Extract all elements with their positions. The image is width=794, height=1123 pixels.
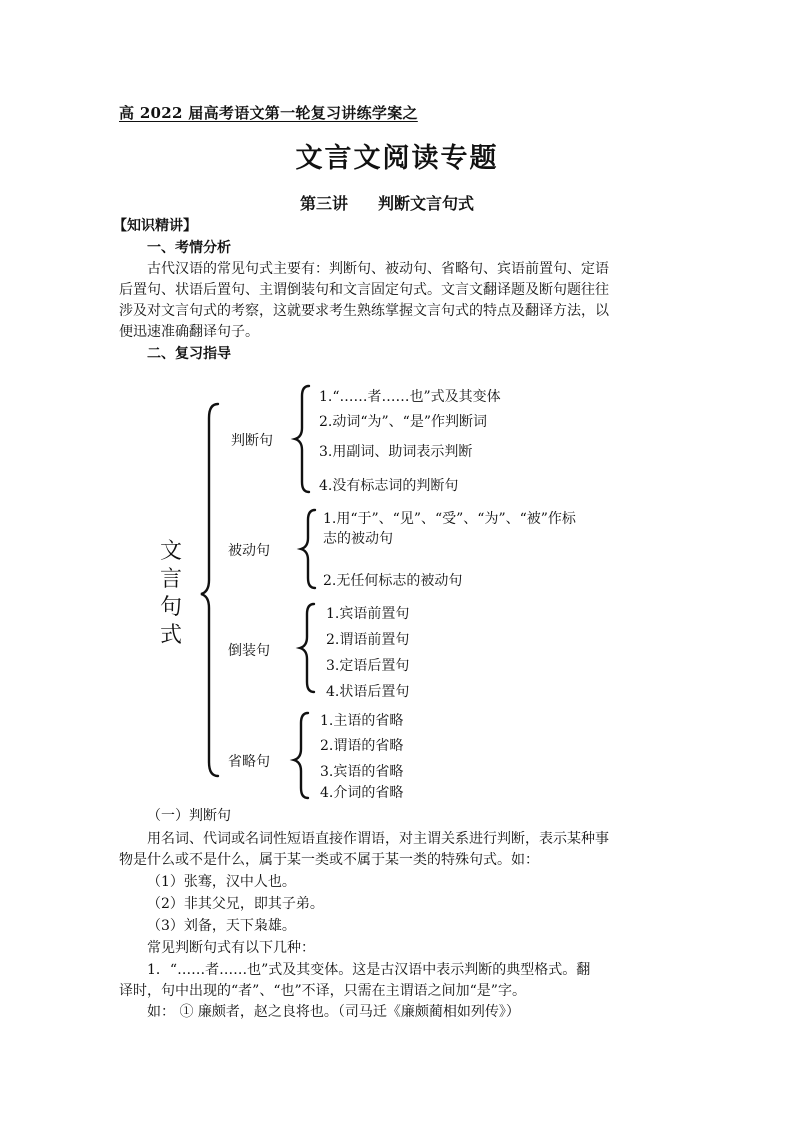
group-label-inverted: 倒装句: [228, 643, 270, 659]
diagram-root-char: 文: [160, 539, 183, 564]
diagram-item: 1.主语的省略: [320, 713, 404, 729]
group-brace: [301, 510, 315, 588]
diagram-item: 3.宾语的省略: [320, 764, 404, 780]
diagram-root-char: 式: [160, 623, 183, 648]
group-label-passive: 被动句: [228, 543, 270, 559]
example-line: （3）刘备，天下枭雄。: [147, 918, 296, 934]
analysis-line: 后置句、状语后置句、主谓倒装句和文言固定句式。文言文翻译题及断句题往往: [119, 282, 609, 298]
form-description: 1．“……者……也”式及其变体。这是古汉语中表示判断的典型格式。翻: [147, 962, 591, 978]
diagram-item: 4.介词的省略: [320, 785, 404, 801]
group-brace: [294, 713, 308, 798]
common-forms-intro: 常见判断句式有以下几种：: [147, 940, 315, 956]
root-brace: [201, 404, 218, 776]
diagram-item: 2.无任何标志的被动句: [323, 573, 463, 589]
series-title: 高 2022 届高考语文第一轮复习讲练学案之: [119, 104, 418, 122]
diagram-item: 志的被动句: [323, 531, 393, 547]
group-label-ellipsis: 省略句: [228, 754, 270, 770]
diagram-item: 2.谓语的省略: [320, 738, 404, 754]
example-line: （1）张骞，汉中人也。: [147, 874, 296, 890]
lecture-number: 第三讲: [300, 194, 349, 213]
group-brace: [295, 386, 309, 492]
lecture-title: 判断文言句式: [378, 194, 475, 213]
diagram-item: 1.用“于”、“见”、“受”、“为”、“被”作标: [323, 511, 576, 527]
section-heading-analysis: 一、考情分析: [147, 240, 231, 256]
analysis-line: 便迅速准确翻译句子。: [119, 324, 259, 340]
group-brace: [300, 604, 314, 692]
analysis-line: 涉及对文言句式的考察，这就要求考生熟练掌握文言句式的特点及翻译方法，以: [119, 303, 609, 319]
page-title: 文言文阅读专题: [295, 143, 499, 174]
form-description: 译时，句中出现的“者”、“也”不译，只需在主谓语之间加“是”字。: [119, 983, 526, 999]
knowledge-tag: 【知识精讲】: [113, 218, 197, 234]
diagram-item: 3.定语后置句: [326, 658, 410, 674]
example-line: （2）非其父兄，即其子弟。: [147, 896, 324, 912]
diagram-item: 4.状语后置句: [326, 684, 410, 700]
diagram-root-char: 言: [160, 567, 183, 592]
analysis-line: 古代汉语的常见句式主要有：判断句、被动句、省略句、宾语前置句、定语: [147, 261, 609, 277]
section-heading-guide: 二、复习指导: [147, 346, 231, 362]
diagram-item: 2.动词“为”、“是”作判断词: [319, 414, 487, 430]
definition-line: 用名词、代词或名词性短语直接作谓语，对主谓关系进行判断，表示某种事: [147, 831, 609, 847]
subsection-heading: （一）判断句: [147, 808, 231, 824]
diagram-item: 4.没有标志词的判断句: [319, 478, 459, 494]
definition-line: 物是什么或不是什么，属于某一类或不属于某一类的特殊句式。如：: [119, 852, 539, 868]
diagram-item: 1.“……者……也”式及其变体: [319, 389, 501, 405]
diagram-item: 3.用副词、助词表示判断: [319, 444, 473, 460]
form-example: 如： ① 廉颇者，赵之良将也。（司马迁《廉颇蔺相如列传》）: [147, 1004, 520, 1020]
group-label-judgement: 判断句: [231, 433, 273, 449]
diagram-root-char: 句: [160, 595, 183, 620]
diagram-item: 1.宾语前置句: [326, 606, 410, 622]
diagram-item: 2.谓语前置句: [326, 632, 410, 648]
